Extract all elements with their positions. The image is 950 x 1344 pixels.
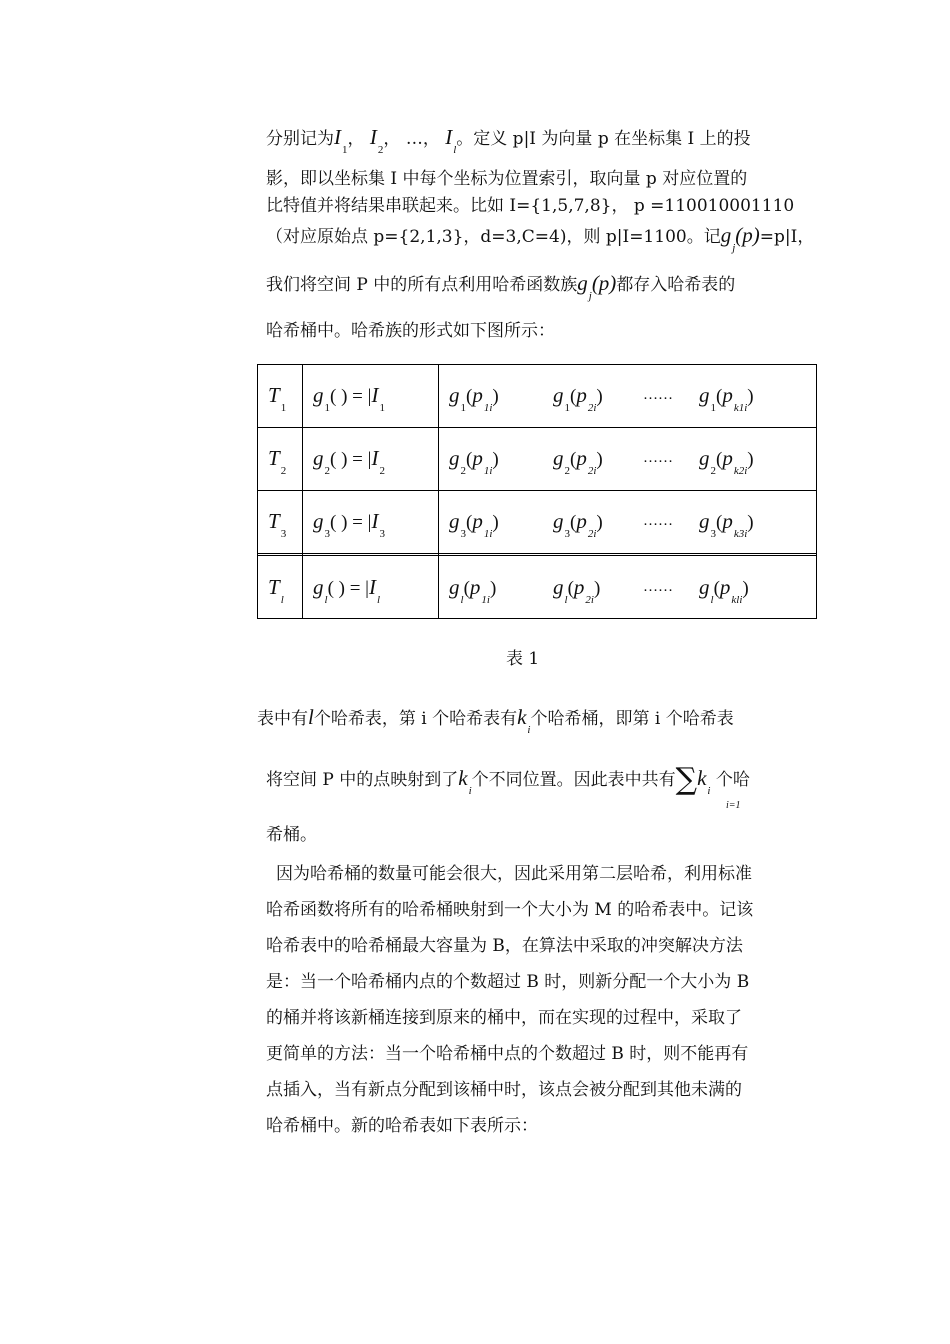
para2-line1: 表中有l个哈希表，第 i 个哈希表有$k_i$个哈希桶，即第 i 个哈希表 xyxy=(257,705,734,736)
table-row xyxy=(258,427,817,490)
para3-line: 因为哈希桶的数量可能会很大，因此采用第二层哈希，利用标准 xyxy=(276,864,752,884)
para3-line: 哈希桶中。新的哈希表如下表所示： xyxy=(266,1116,538,1136)
bucket-values-cell: $g_3(p_{1i})$ $g_3(p_{2i})$ …… $g_3(p_{k3i})$ xyxy=(439,490,817,553)
hash-func-cell: $g_l$( ) = $|I_l$ xyxy=(303,556,439,619)
para1-line5: 我们将空间 P 中的所有点利用哈希函数族$g_j(p)$都存入哈希表的 xyxy=(266,271,736,302)
para3-line: 点插入，当有新点分配到该桶中时，该点会被分配到其他未满的 xyxy=(266,1080,742,1100)
hash-family-table xyxy=(257,364,817,619)
sum-symbol: ∑ xyxy=(675,762,698,797)
table-row xyxy=(258,490,817,553)
bucket-values-cell: $g_2(p_{1i})$ $g_2(p_{2i})$ …… $g_2(p_{k2i})$ xyxy=(439,427,817,490)
table-row xyxy=(258,365,817,428)
hash-func-cell: $g_2$( ) = $|I_2$ xyxy=(303,427,439,490)
para1-line4: （对应原始点 p={2,1,3}，d=3,C=4)，则 p|I=1100。记$g_j(p)=p|I$， xyxy=(266,223,815,254)
table-name-cell: $T_1$ xyxy=(258,365,303,428)
para2-line3: 希桶。 xyxy=(266,825,317,845)
hash-func-cell: $g_3$( ) = $|I_3$ xyxy=(303,490,439,553)
table-name-cell: $T_3$ xyxy=(258,490,303,553)
para3-line: 更简单的方法：当一个哈希桶中点的个数超过 B 时，则不能再有 xyxy=(266,1044,749,1064)
para1-line1: 分别记为$I_1$， $I_2$， …， $I_l$。定义 p|I 为向量 p 在坐标集 I 上的投 xyxy=(266,125,751,156)
table-name-cell: $T_l$ xyxy=(258,556,303,619)
bucket-values-cell: $g_l(p_{1i})$ $g_l(p_{2i})$ …… $g_l(p_{kli})$ xyxy=(439,556,817,619)
table-caption: 表 1 xyxy=(506,649,540,669)
bucket-values-cell: $g_1(p_{1i})$ $g_1(p_{2i})$ …… $g_1(p_{k1i})$ xyxy=(439,365,817,428)
sum-lower-limit: i=1 xyxy=(726,800,741,811)
table-name-cell: $T_2$ xyxy=(258,427,303,490)
para1-line6: 哈希桶中。哈希族的形式如下图所示： xyxy=(266,321,555,341)
table-row xyxy=(258,556,817,619)
para3-line: 的桶并将该新桶连接到原来的桶中，而在实现的过程中，采取了 xyxy=(266,1008,742,1028)
para1-line2: 影，即以坐标集 I 中每个坐标为位置索引，取向量 p 对应位置的 xyxy=(266,169,748,189)
para3-line: 哈希表中的哈希桶最大容量为 B，在算法中采取的冲突解决方法 xyxy=(266,936,743,956)
hash-func-cell: $g_1$( ) = $|I_1$ xyxy=(303,365,439,428)
para1-line3: 比特值并将结果串联起来。比如 I={1,5,7,8}， p =110010001110 xyxy=(266,196,795,216)
para3-line: 哈希函数将所有的哈希桶映射到一个大小为 M 的哈希表中。记该 xyxy=(266,900,754,920)
para2-line2: 将空间 P 中的点映射到了$k_i$个不同位置。因此表中共有$\sum k_i$ 个哈 xyxy=(266,762,750,797)
para3-line: 是：当一个哈希桶内点的个数超过 B 时，则新分配一个大小为 B xyxy=(266,972,750,992)
